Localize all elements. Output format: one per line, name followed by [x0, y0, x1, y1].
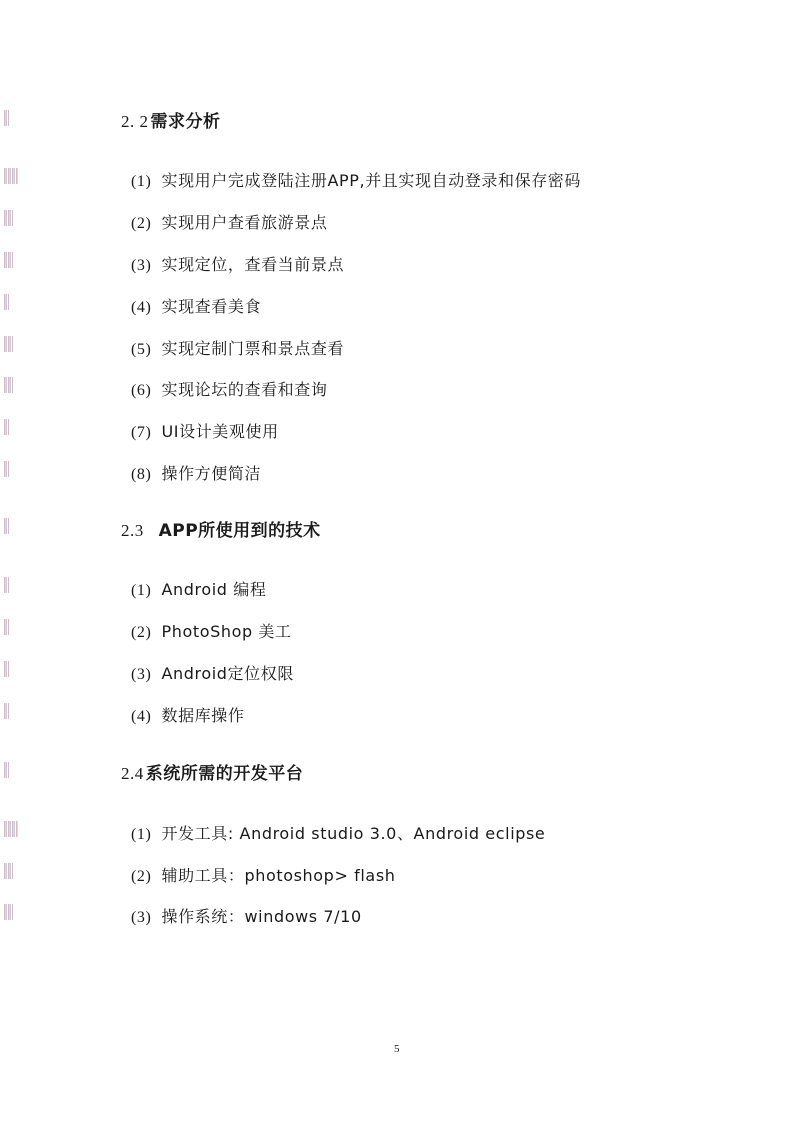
- list-item: (8) 操作方便简洁: [131, 464, 262, 483]
- list-item: (2) 实现用户查看旅游景点: [131, 213, 328, 232]
- list-item: (1) 实现用户完成登陆注册APP,并且实现自动登录和保存密码: [131, 171, 581, 190]
- scan-artifact: [4, 377, 13, 393]
- scan-artifact: [4, 419, 9, 435]
- scan-artifact: [4, 703, 9, 719]
- scan-artifact: [4, 863, 13, 879]
- scan-artifact: [4, 661, 9, 677]
- section-heading-2-4: 2.4 系统所需的开发平台: [121, 764, 304, 784]
- section-heading-2-2: 2. 2 需求分析: [121, 112, 221, 132]
- list-item: (5) 实现定制门票和景点查看: [131, 339, 345, 358]
- scan-artifact: [4, 168, 18, 184]
- list-item: (1) 开发工具: Android studio 3.0、Android eclipse: [131, 824, 546, 843]
- list-item: (6) 实现论坛的查看和查询: [131, 380, 328, 399]
- list-item: (1) Android 编程: [131, 580, 267, 599]
- scan-artifact: [4, 821, 18, 837]
- list-item: (2) PhotoShop 美工: [131, 622, 292, 641]
- scan-artifact: [4, 619, 9, 635]
- list-item: (4) 实现查看美食: [131, 297, 262, 316]
- list-item: (7) UI设计美观使用: [131, 422, 279, 441]
- scan-artifact: [4, 577, 9, 593]
- scan-artifact: [4, 110, 9, 126]
- scan-artifact: [4, 210, 13, 226]
- list-item: (3) 操作系统：windows 7/10: [131, 907, 362, 926]
- scan-artifact: [4, 762, 9, 778]
- scan-artifact: [4, 518, 9, 534]
- list-item: (3) Android定位权限: [131, 664, 294, 683]
- scan-artifact: [4, 904, 13, 920]
- scan-artifact: [4, 294, 9, 310]
- list-item: (3) 实现定位，查看当前景点: [131, 255, 345, 274]
- section-heading-2-3: 2.3 APP所使用到的技术: [121, 521, 321, 541]
- page-number: 5: [394, 1043, 400, 1055]
- scan-artifact: [4, 336, 13, 352]
- scan-artifact: [4, 461, 9, 477]
- scan-artifact: [4, 252, 13, 268]
- list-item: (4) 数据库操作: [131, 706, 245, 725]
- list-item: (2) 辅助工具：photoshop> flash: [131, 866, 396, 885]
